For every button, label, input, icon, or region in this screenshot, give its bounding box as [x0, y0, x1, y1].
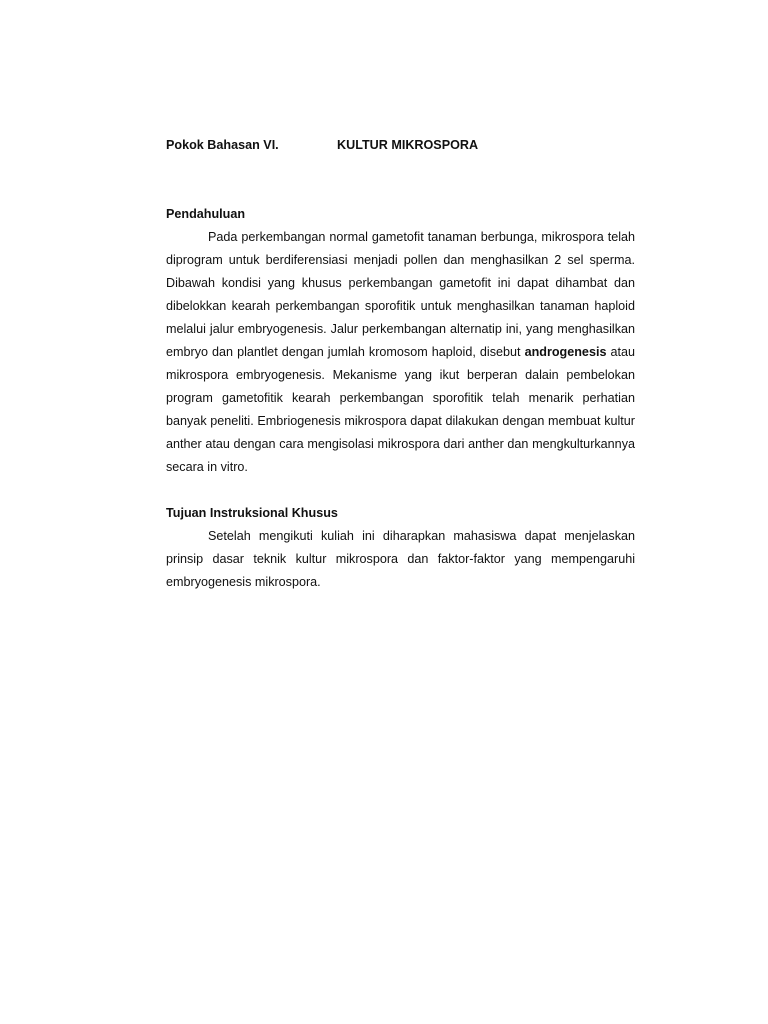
chapter-title: KULTUR MIKROSPORA	[337, 138, 479, 152]
objectives-paragraph: Setelah mengikuti kuliah ini diharapkan mahasiswa dapat menjelaskan prinsip dasar teknik kultur mikrospora dan faktor-faktor yang mempengaruhi embryogenesis mikrospora.	[166, 529, 635, 589]
section-heading-objectives: Tujuan Instruksional Khusus	[166, 506, 338, 520]
androgenesis-term: androgenesis	[524, 345, 607, 359]
section-heading-introduction: Pendahuluan	[166, 207, 246, 221]
introduction-text-part2: atau mikrospora embryogenesis. Mekanisme yang ikut berperan dalain pembelokan program gametofitik kearah perkembangan sporofitik telah menarik perhatian banyak peneliti. Embriogenesis mikrospora dapat dilakukan dengan membuat kultur anther atau dengan cara mengisolasi mikrospora dari anther dan mengkulturkannya secara in vitro.	[166, 345, 636, 474]
introduction-paragraph	[166, 226, 635, 479]
introduction-text-part1: Pada perkembangan normal gametofit tanaman berbunga, mikrospora telah diprogram untuk berdiferensiasi menjadi pollen dan menghasilkan 2 sel sperma. Dibawah kondisi yang khusus perkembangan gametofit ini dapat dihambat dan dibelokkan kearah perkembangan sporofitik untuk menghasilkan tanaman haploid melalui jalur embryogenesis. Jalur perkembangan alternatip ini, yang menghasilkan embryo dan plantlet dengan jumlah kromosom haploid, disebut	[166, 230, 635, 359]
page-content	[166, 136, 635, 594]
chapter-header	[166, 136, 635, 156]
chapter-label: Pokok Bahasan VI.	[166, 138, 279, 152]
